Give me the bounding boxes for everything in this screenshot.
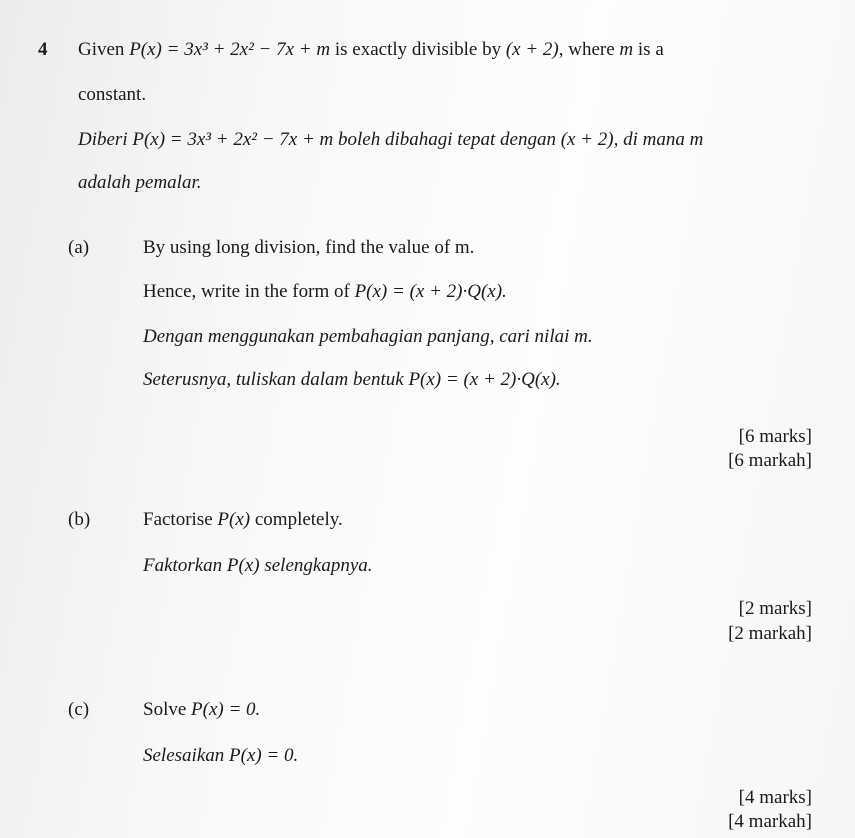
divisor: (x + 2): [560, 129, 614, 150]
formula: P(x) = (x + 2)·Q(x).: [408, 369, 561, 390]
stem-malay-line-1: [78, 128, 703, 152]
text: is a: [637, 39, 664, 60]
constant-m: m: [619, 39, 634, 60]
divisor: (x + 2): [505, 39, 559, 60]
text: is exactly divisible by: [334, 39, 502, 60]
part-b-malay: [143, 554, 373, 578]
stem-english-line-2: constant.: [78, 84, 147, 105]
marks-malay: [2 markah]: [728, 623, 812, 644]
polynomial: P(x) = 3x³ + 2x² − 7x + m: [129, 39, 331, 60]
text: Selesaikan: [143, 745, 225, 766]
marks-malay: [4 markah]: [728, 811, 812, 832]
question-number: 4: [38, 39, 48, 60]
text: completely.: [254, 509, 343, 530]
constant-m: m: [689, 129, 704, 150]
part-b-english: [143, 508, 343, 532]
stem-english-line-1: [78, 38, 664, 62]
text: selengkapnya.: [264, 555, 373, 576]
stem-malay-line-2: adalah pemalar.: [78, 172, 202, 193]
part-c-malay: [143, 744, 298, 768]
text: Hence, write in the form of: [143, 281, 350, 302]
formula: P(x): [226, 555, 260, 576]
text: Given: [78, 39, 125, 60]
text: Diberi: [78, 129, 128, 150]
text: , di mana: [613, 129, 685, 150]
part-a-malay-1: Dengan menggunakan pembahagian panjang, cari nilai m.: [143, 326, 593, 347]
text: boleh dibahagi tepat dengan: [338, 129, 556, 150]
text: Faktorkan: [143, 555, 223, 576]
part-a-english-1: By using long division, find the value of m.: [143, 237, 475, 258]
part-a-english-2: [143, 280, 507, 304]
part-a-malay-2: [143, 368, 561, 392]
polynomial: P(x) = 3x³ + 2x² − 7x + m: [132, 129, 334, 150]
formula: P(x) = 0.: [229, 745, 299, 766]
marks-english: [6 marks]: [738, 426, 812, 447]
text: Seterusnya, tuliskan dalam bentuk: [143, 369, 404, 390]
formula: P(x): [217, 509, 251, 530]
marks-english: [2 marks]: [738, 598, 812, 619]
text: Factorise: [143, 509, 213, 530]
part-c-english: [143, 698, 260, 722]
part-label: (b): [68, 509, 91, 530]
part-label: (a): [68, 237, 90, 258]
formula: P(x) = 0.: [191, 699, 261, 720]
part-label: (c): [68, 699, 90, 720]
text: , where: [558, 39, 615, 60]
marks-english: [4 marks]: [738, 787, 812, 808]
formula: P(x) = (x + 2)·Q(x).: [354, 281, 507, 302]
text: Solve: [143, 699, 187, 720]
marks-malay: [6 markah]: [728, 450, 812, 471]
